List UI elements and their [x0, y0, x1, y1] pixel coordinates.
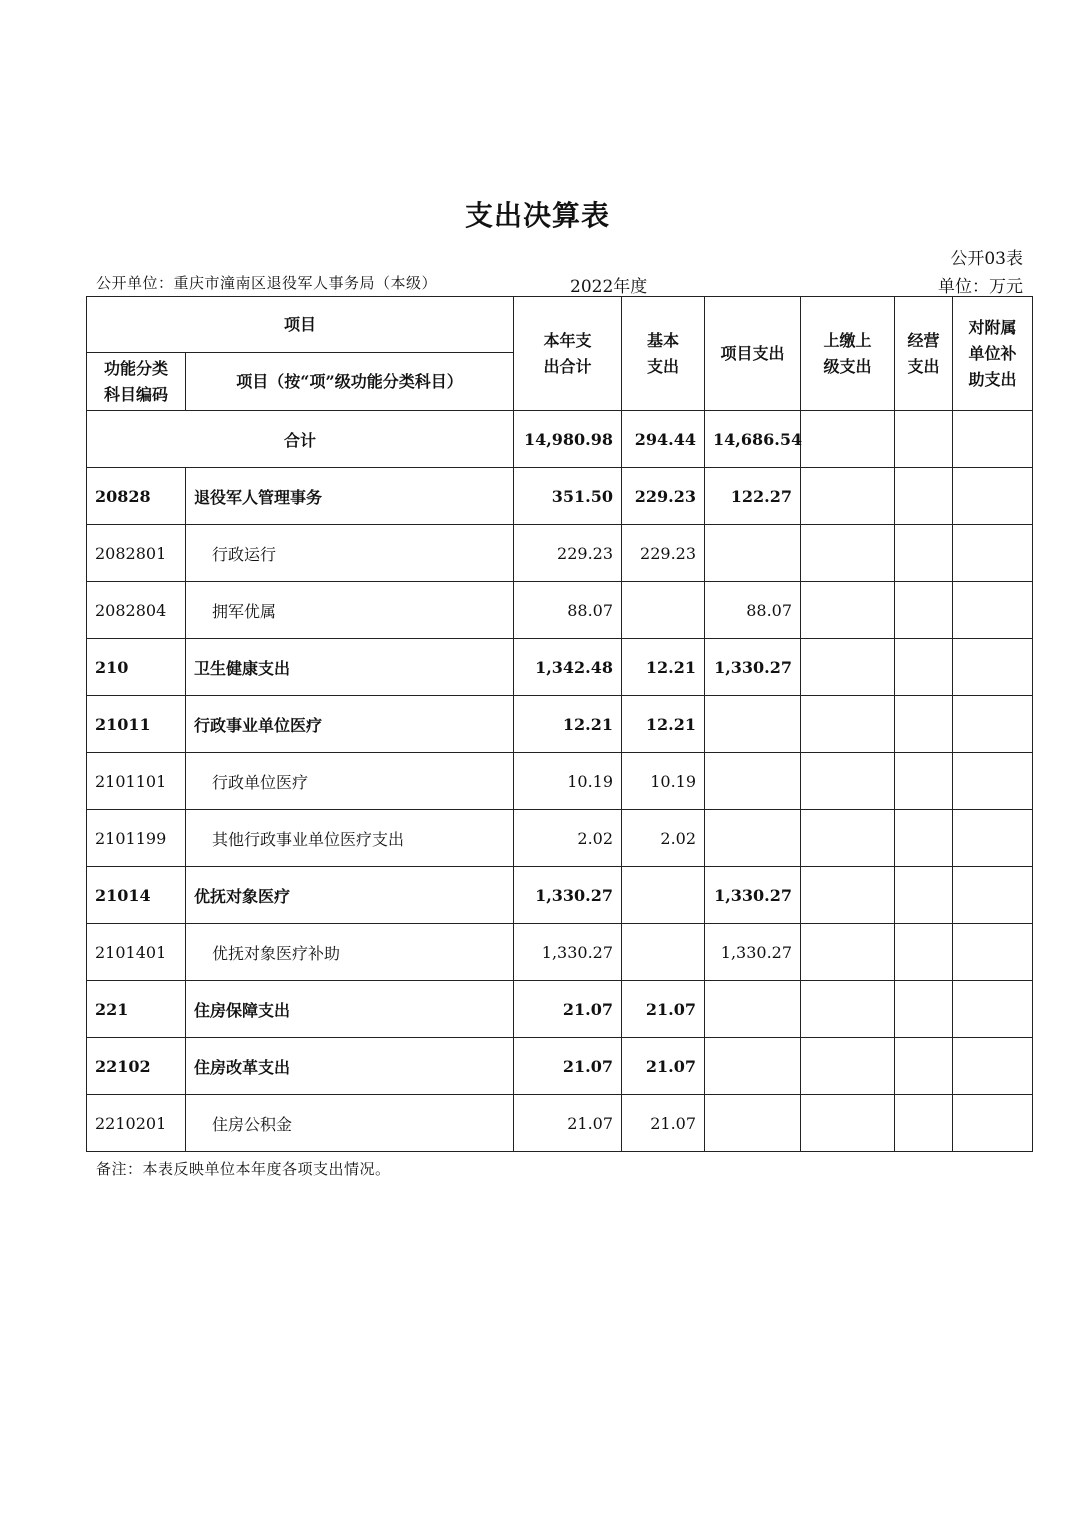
upper-cell — [801, 582, 895, 639]
basic-cell — [622, 582, 705, 639]
footnote: 备注：本表反映单位本年度各项支出情况。 — [96, 1160, 391, 1178]
code-cell: 210 — [87, 639, 186, 696]
header-basic: 基本支出 — [622, 297, 705, 411]
code-cell: 2082804 — [87, 582, 186, 639]
business-cell — [895, 981, 953, 1038]
subsidy-cell — [953, 582, 1033, 639]
header-upper: 上缴上级支出 — [801, 297, 895, 411]
name-cell: 优抚对象医疗补助 — [186, 924, 514, 981]
table-row — [87, 810, 1033, 867]
project-cell: 1,330.27 — [705, 924, 801, 981]
meta-row — [96, 272, 1023, 297]
business-cell — [895, 924, 953, 981]
total-cell: 21.07 — [514, 981, 622, 1038]
project-cell — [705, 1038, 801, 1095]
fiscal-year: 2022年度 — [570, 277, 648, 297]
header-project-exp: 项目支出 — [705, 297, 801, 411]
basic-cell: 10.19 — [622, 753, 705, 810]
basic-cell: 2.02 — [622, 810, 705, 867]
name-cell: 拥军优属 — [186, 582, 514, 639]
total-label: 合计 — [87, 411, 514, 468]
table-row — [87, 525, 1033, 582]
basic-cell: 12.21 — [622, 696, 705, 753]
upper-cell — [801, 981, 895, 1038]
name-cell: 行政事业单位医疗 — [186, 696, 514, 753]
business-cell — [895, 639, 953, 696]
basic-cell: 12.21 — [622, 639, 705, 696]
table-row — [87, 582, 1033, 639]
subsidy-cell — [953, 525, 1033, 582]
business-cell — [895, 810, 953, 867]
table-row — [87, 981, 1033, 1038]
header-business: 经营支出 — [895, 297, 953, 411]
total-cell: 1,330.27 — [514, 867, 622, 924]
table-row — [87, 696, 1033, 753]
basic-cell — [622, 924, 705, 981]
code-cell: 2101101 — [87, 753, 186, 810]
page-title: 支出决算表 — [464, 199, 610, 232]
subsidy-cell — [953, 1038, 1033, 1095]
upper-cell — [801, 867, 895, 924]
business-cell — [895, 867, 953, 924]
basic-cell: 229.23 — [622, 468, 705, 525]
name-cell: 住房改革支出 — [186, 1038, 514, 1095]
table-row — [87, 753, 1033, 810]
upper-cell — [801, 468, 895, 525]
total-cell: 1,342.48 — [514, 639, 622, 696]
table-row — [87, 1095, 1033, 1152]
project-cell — [705, 525, 801, 582]
name-cell: 住房保障支出 — [186, 981, 514, 1038]
upper-cell — [801, 525, 895, 582]
name-cell: 住房公积金 — [186, 1095, 514, 1152]
subsidy-cell — [953, 810, 1033, 867]
project-cell: 1,330.27 — [705, 639, 801, 696]
name-cell: 其他行政事业单位医疗支出 — [186, 810, 514, 867]
total-cell: 12.21 — [514, 696, 622, 753]
table-row — [87, 924, 1033, 981]
table-row — [87, 468, 1033, 525]
basic-cell: 21.07 — [622, 1095, 705, 1152]
subsidy-cell — [953, 1095, 1033, 1152]
total-cell: 88.07 — [514, 582, 622, 639]
subsidy-cell — [953, 696, 1033, 753]
header-total: 本年支出合计 — [514, 297, 622, 411]
header-subsidy: 对附属单位补助支出 — [953, 297, 1033, 411]
name-cell: 行政运行 — [186, 525, 514, 582]
total-cell: 351.50 — [514, 468, 622, 525]
code-cell: 22102 — [87, 1038, 186, 1095]
total-row — [87, 411, 1033, 468]
project-cell — [705, 753, 801, 810]
business-cell — [895, 753, 953, 810]
upper-cell — [801, 639, 895, 696]
business-cell — [895, 1038, 953, 1095]
header-code: 功能分类科目编码 — [87, 353, 186, 411]
publishing-unit: 公开单位：重庆市潼南区退役军人事务局（本级） — [96, 274, 438, 292]
name-cell: 优抚对象医疗 — [186, 867, 514, 924]
code-cell: 2082801 — [87, 525, 186, 582]
project-cell: 1,330.27 — [705, 867, 801, 924]
total-cell: 2.02 — [514, 810, 622, 867]
subsidy-cell — [953, 867, 1033, 924]
code-cell: 2101401 — [87, 924, 186, 981]
project-cell: 88.07 — [705, 582, 801, 639]
business-cell — [895, 1095, 953, 1152]
project-cell — [705, 696, 801, 753]
business-cell — [895, 468, 953, 525]
code-cell: 21014 — [87, 867, 186, 924]
total-subsidy — [953, 411, 1033, 468]
upper-cell — [801, 810, 895, 867]
name-cell: 退役军人管理事务 — [186, 468, 514, 525]
table-row — [87, 867, 1033, 924]
total-cell: 229.23 — [514, 525, 622, 582]
total-cell: 21.07 — [514, 1095, 622, 1152]
expenditure-table — [86, 296, 1033, 1152]
project-cell — [705, 1095, 801, 1152]
table-row — [87, 639, 1033, 696]
project-cell: 122.27 — [705, 468, 801, 525]
header-row-1 — [87, 297, 1033, 353]
name-cell: 行政单位医疗 — [186, 753, 514, 810]
total-cell: 1,330.27 — [514, 924, 622, 981]
total-cell: 10.19 — [514, 753, 622, 810]
upper-cell — [801, 924, 895, 981]
project-cell — [705, 810, 801, 867]
total-business — [895, 411, 953, 468]
upper-cell — [801, 1038, 895, 1095]
basic-cell: 21.07 — [622, 1038, 705, 1095]
subsidy-cell — [953, 981, 1033, 1038]
business-cell — [895, 582, 953, 639]
code-cell: 221 — [87, 981, 186, 1038]
subsidy-cell — [953, 753, 1033, 810]
total-amount: 14,980.98 — [514, 411, 622, 468]
code-cell: 2101199 — [87, 810, 186, 867]
header-project: 项目 — [87, 297, 514, 353]
total-cell: 21.07 — [514, 1038, 622, 1095]
currency-unit: 单位：万元 — [938, 277, 1023, 297]
basic-cell — [622, 867, 705, 924]
upper-cell — [801, 753, 895, 810]
project-cell — [705, 981, 801, 1038]
subsidy-cell — [953, 639, 1033, 696]
upper-cell — [801, 1095, 895, 1152]
total-upper — [801, 411, 895, 468]
basic-cell: 21.07 — [622, 981, 705, 1038]
business-cell — [895, 525, 953, 582]
header-project-name: 项目（按“项”级功能分类科目） — [186, 353, 514, 411]
basic-cell: 229.23 — [622, 525, 705, 582]
code-cell: 2210201 — [87, 1095, 186, 1152]
code-cell: 21011 — [87, 696, 186, 753]
table-row — [87, 1038, 1033, 1095]
upper-cell — [801, 696, 895, 753]
total-basic: 294.44 — [622, 411, 705, 468]
subsidy-cell — [953, 468, 1033, 525]
business-cell — [895, 696, 953, 753]
subsidy-cell — [953, 924, 1033, 981]
code-cell: 20828 — [87, 468, 186, 525]
name-cell: 卫生健康支出 — [186, 639, 514, 696]
total-project: 14,686.54 — [705, 411, 801, 468]
form-number: 公开03表 — [950, 249, 1023, 269]
